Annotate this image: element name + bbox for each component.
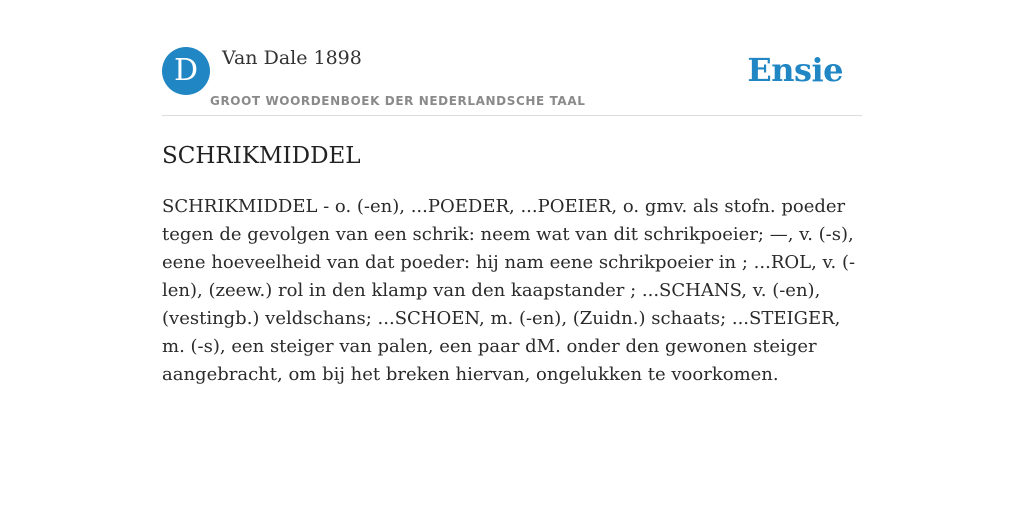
entry-title: SCHRIKMIDDEL (162, 143, 361, 169)
page (162, 0, 862, 389)
dictionary-title[interactable]: Van Dale 1898 (222, 47, 362, 69)
brand-logo[interactable]: Ensie (747, 51, 843, 89)
entry-definition: SCHRIKMIDDEL - o. (-en), ...POEDER, ...POEIER, o. gmv. als stofn. poeder tegen de gevolgen van een schrik: neem wat van dit schrikpoeier; —, v. (-s), eene hoeveelheid van dat poeder: hij nam eene schrikpoeier in ; ...ROL, v. (-len), (zeew.) rol in den klamp van den kaapstander ; ...SCHANS, v. (-en), (vestingb.) veldschans; ...SCHOEN, m. (-en), (Zuidn.) schaats; ...STEIGER, m. (-s), een steiger van palen, een paar dM. onder den gewonen steiger aangebracht, om bij het breken hiervan, ongelukken te voorkomen. (162, 196, 856, 385)
dictionary-logo-icon[interactable]: D (162, 47, 210, 95)
header (162, 46, 862, 116)
dictionary-subtitle: GROOT WOORDENBOEK DER NEDERLANDSCHE TAAL (210, 94, 586, 108)
